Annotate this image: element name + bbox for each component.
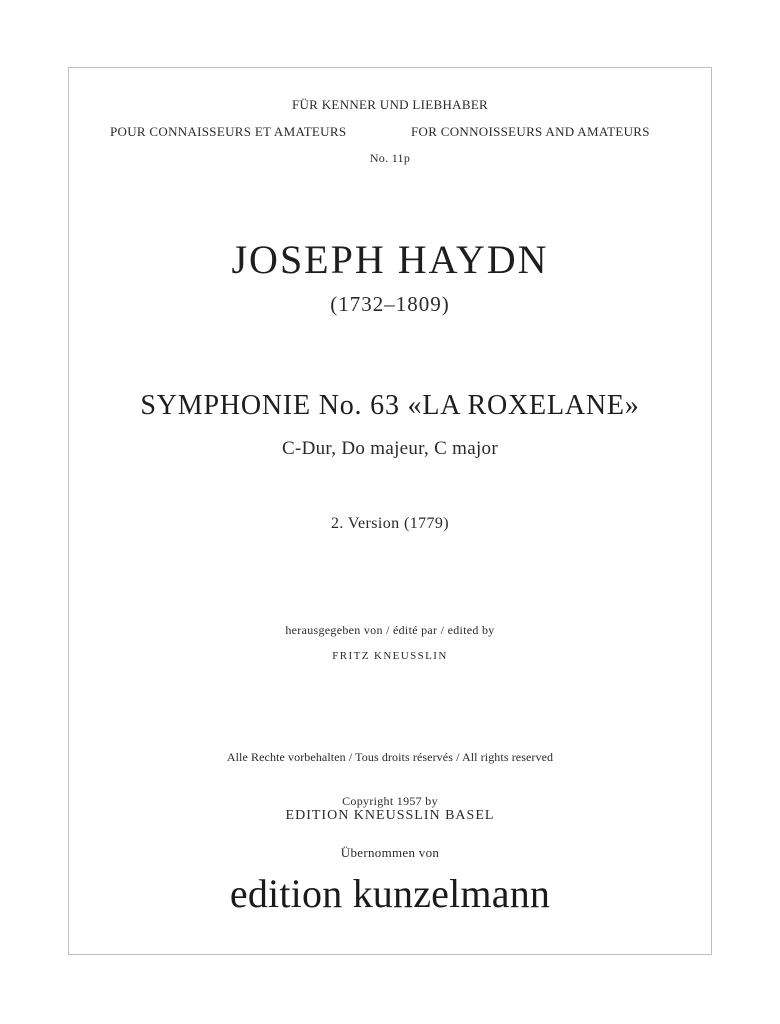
edited-by-label: herausgegeben von / édité par / edited by xyxy=(285,623,495,637)
series-title-german: FÜR KENNER UND LIEBHABER xyxy=(291,97,489,112)
work-title: SYMPHONIE No. 63 «LA ROXELANE» xyxy=(140,390,640,421)
series-number: No. 11p xyxy=(369,151,411,165)
rights-notice: Alle Rechte vorbehalten / Tous droits réservés / All rights reserved xyxy=(226,750,554,764)
composer-name: JOSEPH HAYDN xyxy=(231,237,549,282)
work-key: C-Dur, Do majeur, C major xyxy=(282,438,498,459)
series-title-english: FOR CONNOISSEURS AND AMATEURS xyxy=(411,124,650,139)
editor-name: FRITZ KNEUSSLIN xyxy=(332,650,448,662)
original-publisher: EDITION KNEUSSLIN BASEL xyxy=(285,808,495,823)
work-version: 2. Version (1779) xyxy=(330,515,450,532)
publisher-logo: edition kunzelmann xyxy=(229,871,551,916)
copyright-line: Copyright 1957 by xyxy=(342,794,438,808)
series-title-french: POUR CONNAISSEURS ET AMATEURS xyxy=(110,124,347,139)
series-title-row xyxy=(0,124,780,142)
taken-over-label: Übernommen von xyxy=(340,845,440,860)
composer-dates: (1732–1809) xyxy=(330,292,450,316)
